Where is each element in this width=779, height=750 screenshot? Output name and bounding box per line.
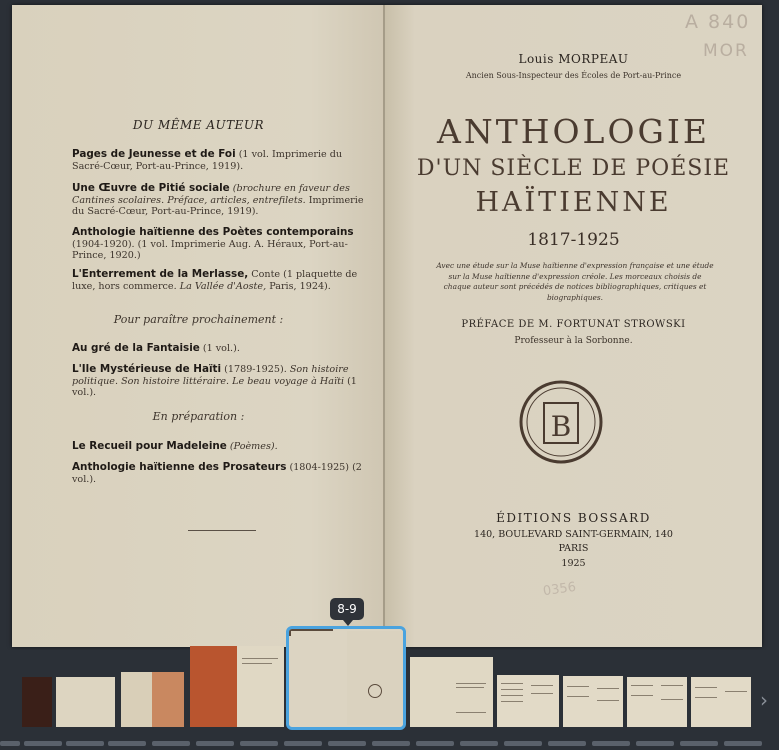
- thumbnail-page[interactable]: [627, 677, 687, 727]
- publication-year: 1925: [561, 558, 586, 569]
- left-page: [12, 5, 385, 647]
- library-stamp: 0356: [542, 579, 577, 600]
- bibliography-entry: [72, 183, 374, 218]
- page-number-tooltip: 8-9: [330, 598, 364, 620]
- forthcoming-entry: [72, 364, 374, 399]
- forthcoming-entry: [72, 343, 374, 355]
- thumbnail-page[interactable]: [56, 677, 115, 727]
- entry-detail-italic: Son histoire politique. Son histoire littéraire. Le beau voyage à Haïti: [72, 364, 349, 387]
- thumbnail-current-spread[interactable]: [286, 626, 406, 730]
- publisher-address: 140, BOULEVARD SAINT-GERMAIN, 140: [474, 529, 673, 540]
- entry-title: L'Ile Mystérieuse de Haïti: [72, 363, 222, 375]
- entry-detail-italic: (brochure en faveur des Cantines scolaires. Préface, articles, entrefilets.: [72, 183, 350, 206]
- entry-detail-italic: La Vallée d'Aoste,: [176, 280, 267, 292]
- thumbnail-page[interactable]: [691, 677, 751, 727]
- author-name: Louis MORPEAU: [518, 52, 629, 66]
- shelfmark-handwritten: A 840: [685, 11, 751, 33]
- divider: [188, 530, 256, 531]
- entry-title: Anthologie haïtienne des Prosateurs: [72, 461, 287, 473]
- entry-detail: Conte (1 plaquette de luxe, hors commerce.: [72, 269, 358, 292]
- entry-detail-end: (1 vol.).: [72, 375, 357, 398]
- entry-detail: Imprimerie du Sacré-Cœur, Port-au-Prince, 1919).: [72, 194, 364, 217]
- preface-credit: PRÉFACE DE M. FORTUNAT STROWSKI: [461, 319, 686, 330]
- entry-detail-end: Paris, 1924).: [266, 280, 331, 292]
- entry-detail: (1789-1925).: [221, 364, 287, 375]
- book-title-line3: HAÏTIENNE: [475, 187, 672, 218]
- shelfmark-handwritten: MOR: [703, 41, 749, 61]
- page-spread[interactable]: [12, 5, 762, 647]
- preface-credit-subtitle: Professeur à la Sorbonne.: [514, 336, 633, 346]
- entry-detail: (1 vol.).: [199, 343, 240, 354]
- entry-detail-italic: (Poèmes).: [226, 441, 278, 452]
- thumbnail-page[interactable]: [121, 672, 184, 727]
- preparation-entry: [72, 462, 374, 485]
- entry-detail: (1804-1925) (2 vol.).: [72, 462, 362, 485]
- thumbnail-page[interactable]: [410, 657, 493, 727]
- entry-title: Une Œuvre de Pitié sociale: [72, 182, 230, 194]
- entry-title: Le Recueil pour Madeleine: [72, 440, 227, 452]
- thumbnail-page[interactable]: [563, 676, 623, 727]
- thumbnail-page[interactable]: [497, 675, 559, 727]
- forthcoming-heading: Pour paraître prochainement :: [113, 313, 284, 326]
- logo-letter: B: [550, 410, 572, 443]
- page-scroller[interactable]: [0, 741, 779, 747]
- entry-detail: (1 vol. Imprimerie du Sacré-Cœur, Port-au-Prince, 1919).: [72, 149, 343, 172]
- publisher-city: PARIS: [558, 543, 589, 554]
- preparation-heading: En préparation :: [152, 410, 245, 423]
- publisher-name: ÉDITIONS BOSSARD: [496, 511, 651, 525]
- entry-title: Pages de Jeunesse et de Foi: [72, 148, 236, 160]
- book-description: Avec une étude sur la Muse haïtienne d'expression française et une étude sur la Muse haïtienne d'expression créole. Les morceaux choisis de chaque auteur sont précédés de notices bibliographiques, critiques et biographiques.: [436, 261, 714, 302]
- thumbnail-cover[interactable]: [22, 677, 52, 727]
- bibliography-entry: [72, 227, 374, 262]
- author-title: Ancien Sous-Inspecteur des Écoles de Port-au-Prince: [465, 71, 682, 80]
- bibliography-entry: [72, 149, 374, 172]
- entry-title: L'Enterrement de la Merlasse,: [72, 268, 249, 280]
- entry-title: Au gré de la Fantaisie: [72, 342, 200, 354]
- entry-detail: (1904-1920). (1 vol. Imprimerie Aug. A. Héraux, Port-au-Prince, 1920.): [72, 238, 348, 261]
- bibliography-entry: [72, 269, 374, 292]
- book-title-line2: D'UN SIÈCLE DE POÉSIE: [416, 156, 731, 181]
- entry-title: Anthologie haïtienne des Poètes contemporains: [72, 226, 354, 238]
- thumbnail-page[interactable]: [190, 646, 284, 727]
- preparation-entry: [72, 441, 374, 453]
- right-page: [385, 5, 762, 647]
- publisher-logo: [516, 377, 606, 467]
- book-title-line1: ANTHOLOGIE: [436, 112, 710, 151]
- left-page-heading: DU MÊME AUTEUR: [132, 118, 265, 132]
- chevron-right-icon[interactable]: ›: [760, 688, 768, 712]
- book-years: 1817-1925: [527, 230, 620, 250]
